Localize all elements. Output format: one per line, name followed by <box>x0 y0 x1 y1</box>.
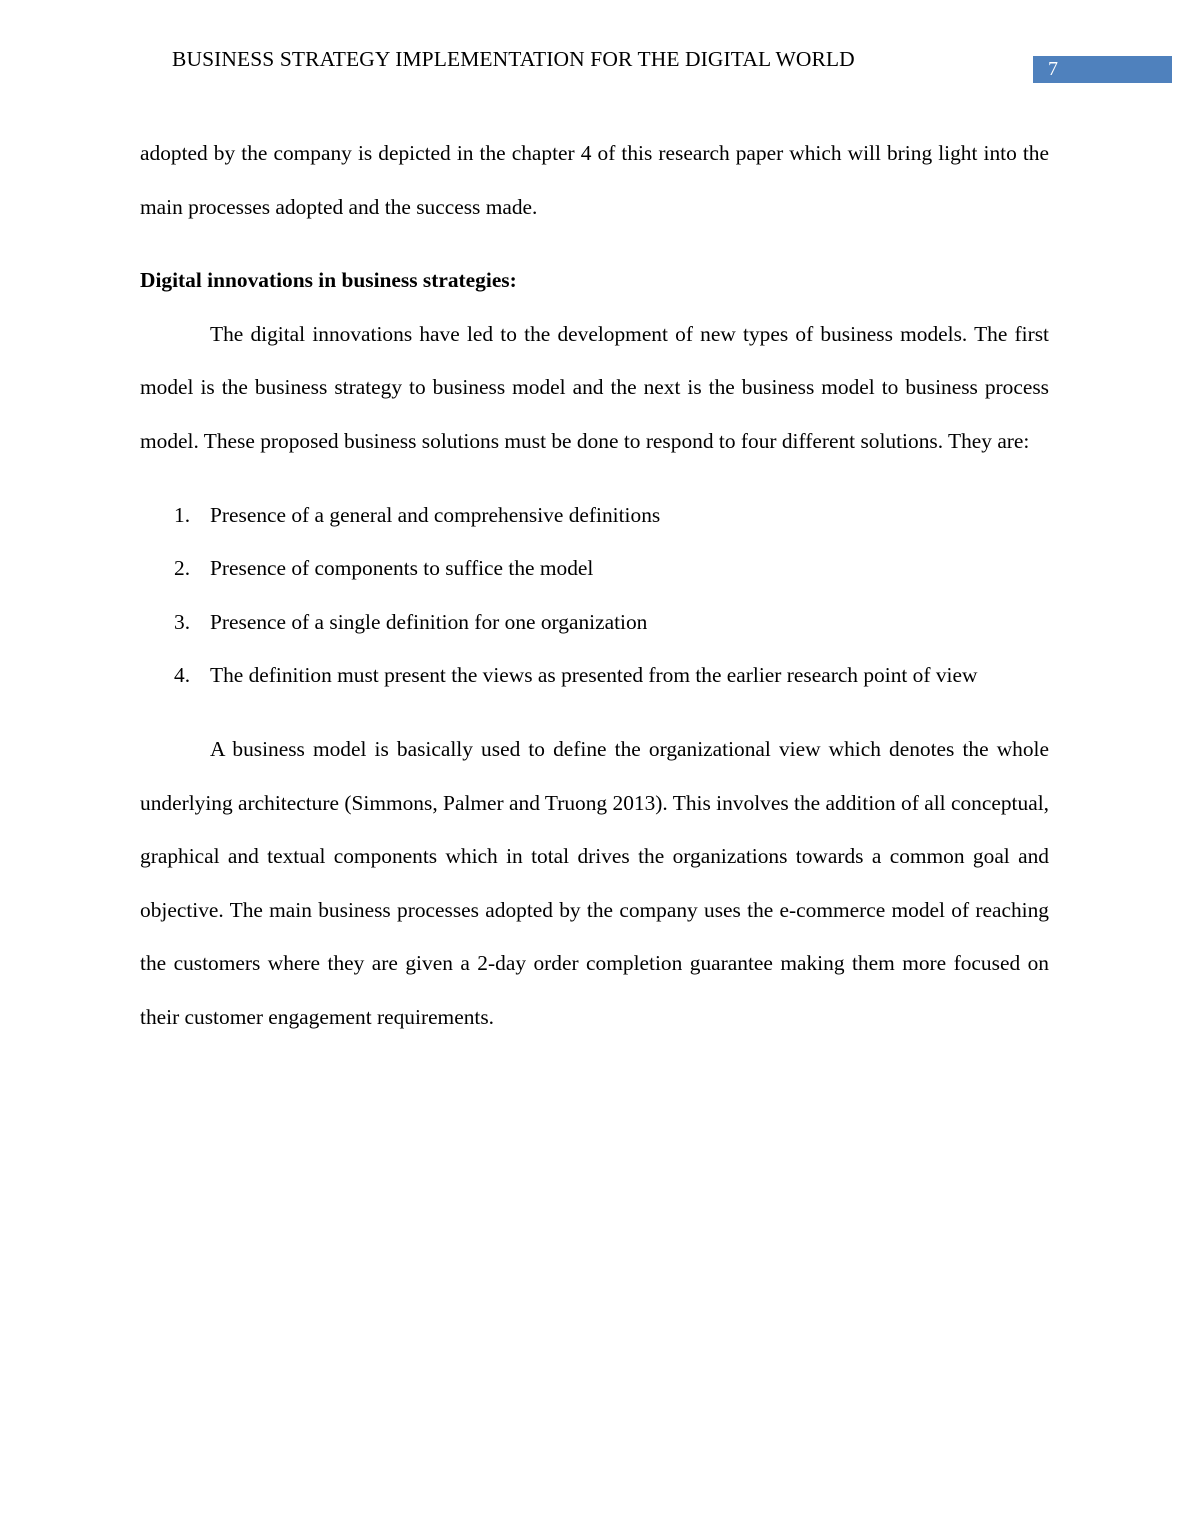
numbered-list <box>140 489 1049 703</box>
page-number: 7 <box>1048 58 1058 80</box>
body-paragraph-1: The digital innovations have led to the development of new types of business models. The first model is the business strategy to business model and the next is the business model to business process model. These proposed business solutions must be done to respond to four different solutions. They are: <box>140 321 1049 453</box>
page-number-badge <box>1033 56 1172 83</box>
list-item <box>140 649 1049 703</box>
list-item-text: Presence of a general and comprehensive definitions <box>210 502 661 527</box>
list-item-text: Presence of components to suffice the model <box>210 556 594 581</box>
list-item-text: The definition must present the views as presented from the earlier research point of view <box>210 663 978 688</box>
list-item <box>140 542 1049 596</box>
body-paragraph-2: A business model is basically used to define the organizational view which denotes the whole underlying architecture (Simmons, Palmer and Truong 2013). This involves the addition of all conceptual, graphical and textual components which in total drives the organizations towards a common goal and objective. The main business processes adopted by the company uses the e-commerce model of reaching the customers where they are given a 2-day order completion guarantee making them more focused on their customer engagement requirements. <box>140 736 1049 1029</box>
list-item-number: 3. <box>174 609 191 634</box>
list-item <box>140 489 1049 543</box>
section-heading: Digital innovations in business strategies: <box>140 268 517 293</box>
list-item-number: 2. <box>174 556 191 581</box>
intro-paragraph: adopted by the company is depicted in the chapter 4 of this research paper which will bring light into the main processes adopted and the success made. <box>140 141 1049 219</box>
running-header: BUSINESS STRATEGY IMPLEMENTATION FOR THE DIGITAL WORLD <box>172 47 855 71</box>
list-item-text: Presence of a single definition for one organization <box>210 609 648 634</box>
document-body <box>140 127 1049 1045</box>
list-item <box>140 596 1049 650</box>
list-item-number: 1. <box>174 502 191 527</box>
list-item-number: 4. <box>174 663 191 688</box>
